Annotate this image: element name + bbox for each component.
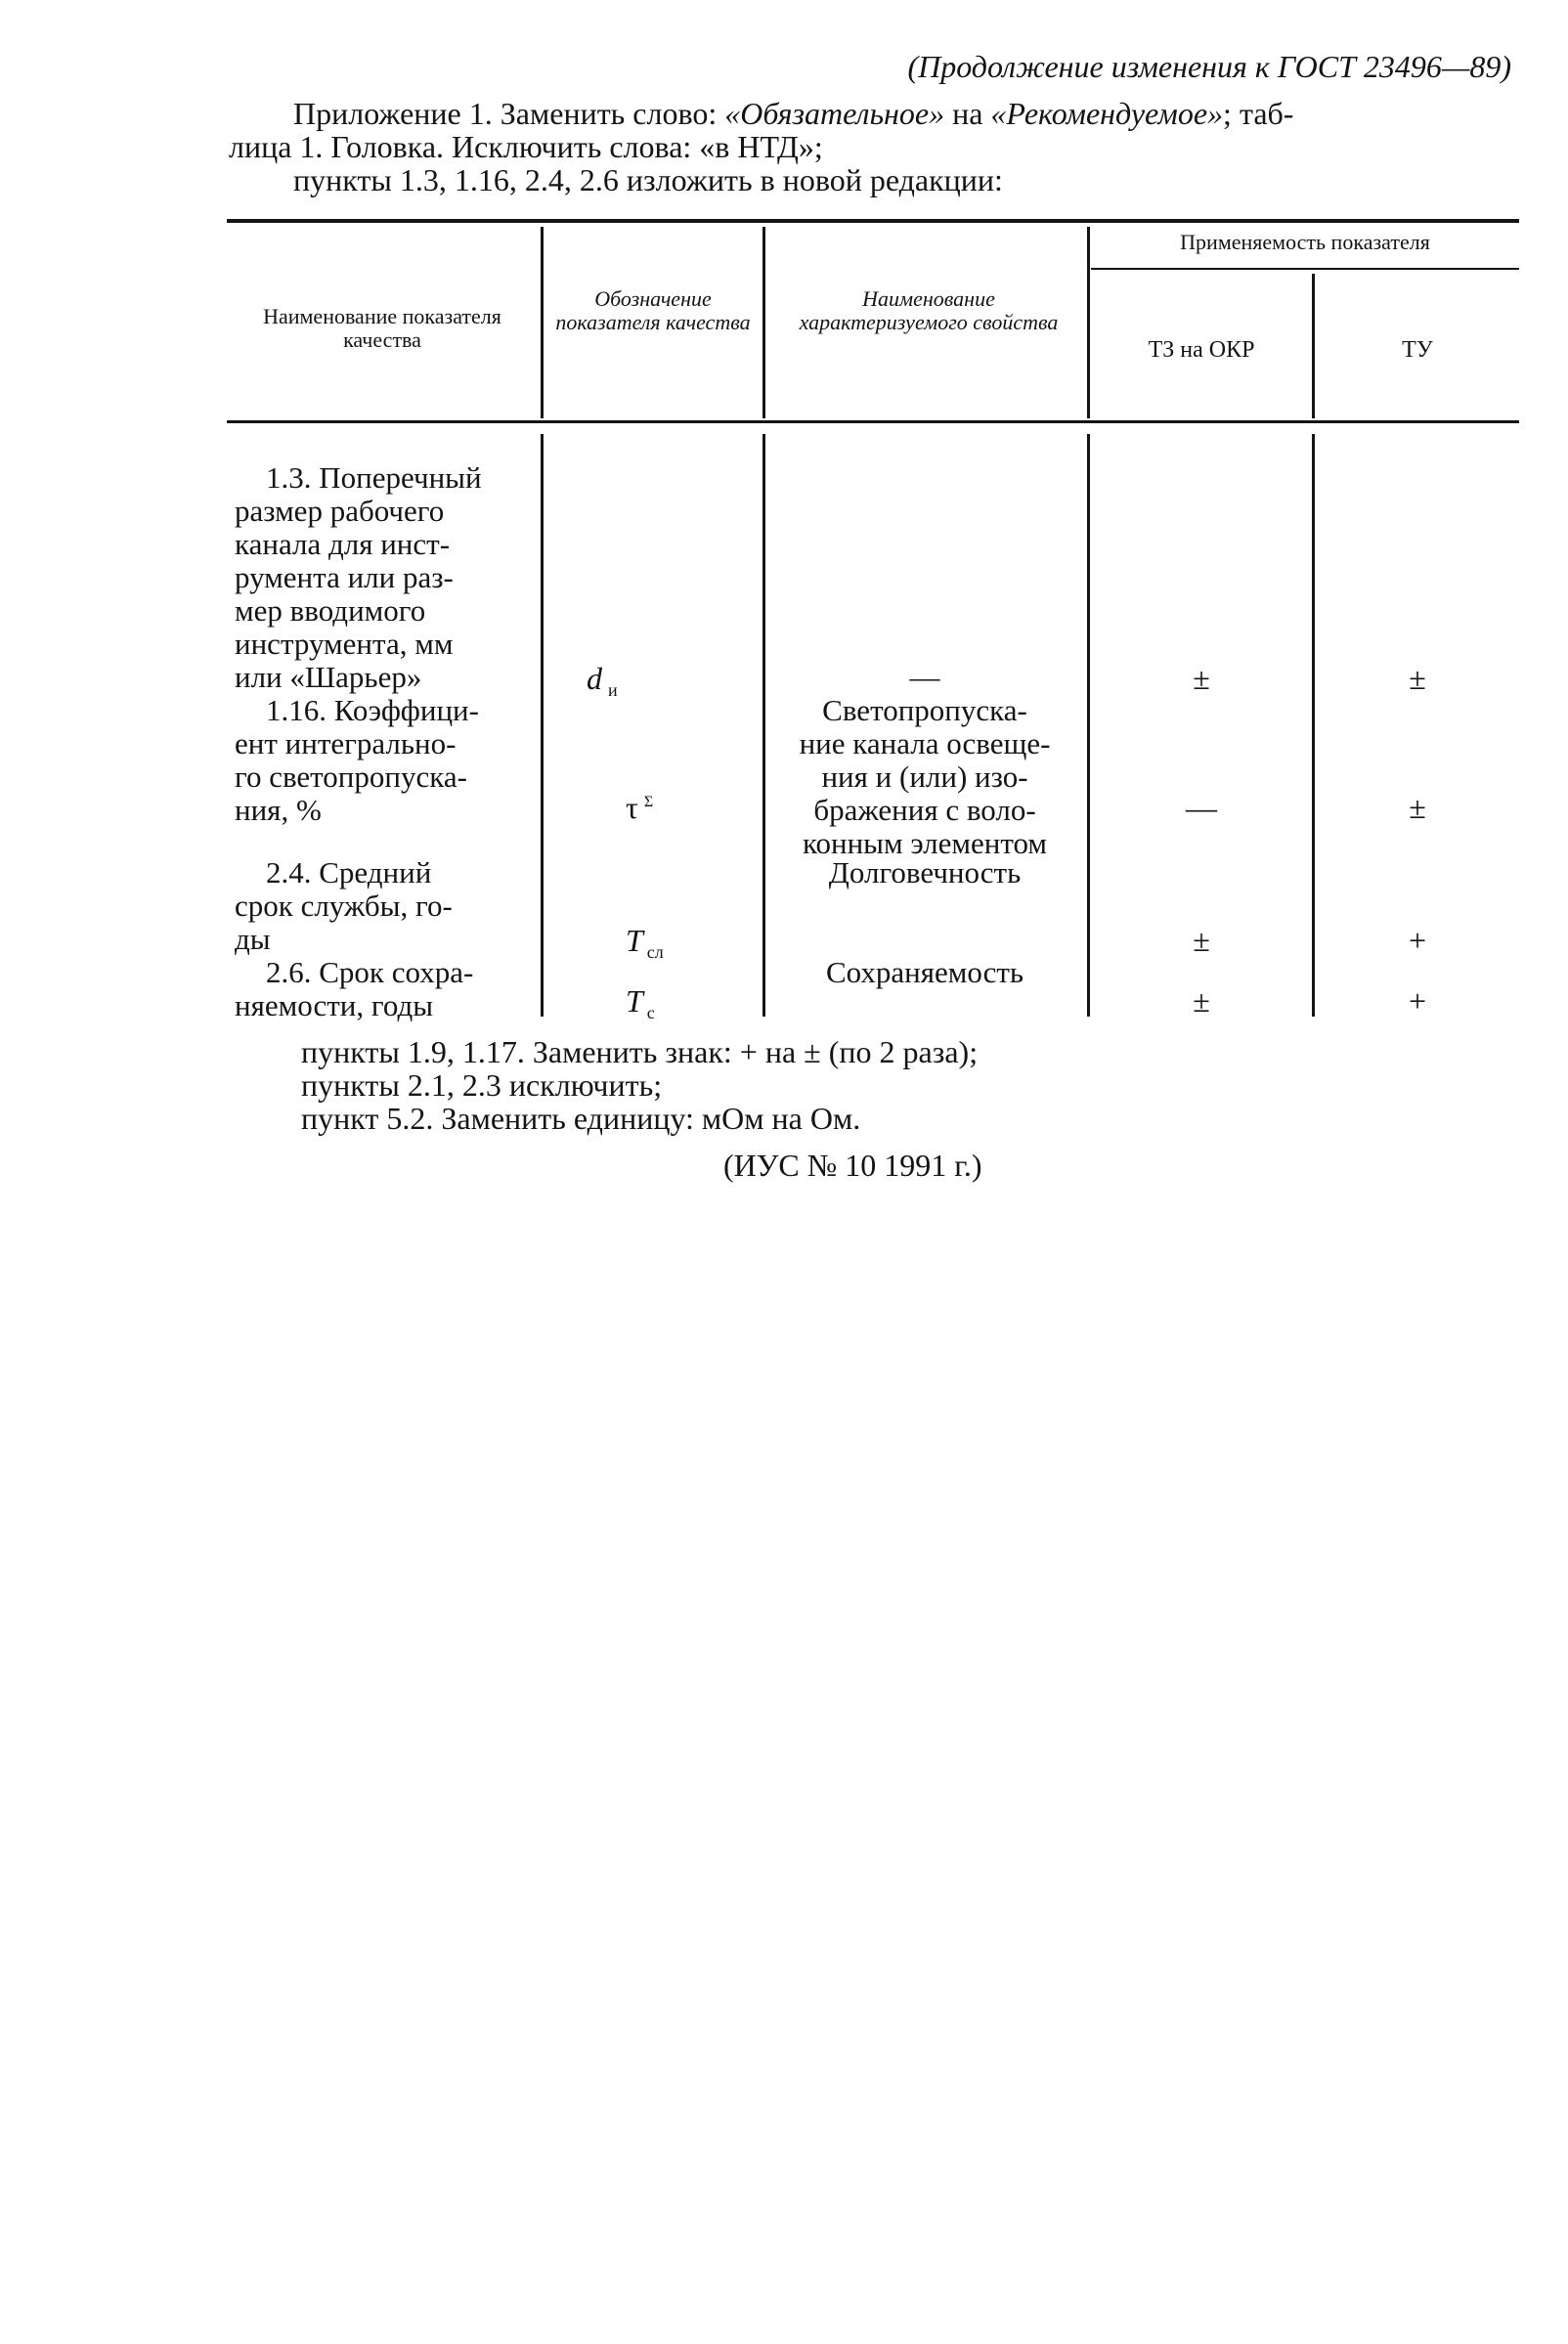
row-2-4-designation: T $_{сл}$ <box>626 923 664 963</box>
intro-text-e: ; таб- <box>1223 96 1294 131</box>
intro-text-c: на <box>944 96 991 131</box>
row-2-4-tz: ± <box>1193 923 1210 958</box>
col-divider-4 <box>1312 434 1315 1017</box>
header-tu: ТУ <box>1402 337 1433 363</box>
intro-text-a: Приложение 1. Заменить слово: <box>293 96 725 131</box>
row-2-4-property: Долговечность <box>828 855 1022 890</box>
col-divider-2 <box>762 434 765 1017</box>
row-2-6-designation: T $_с$ <box>626 983 655 1023</box>
row-1-3-tz: ± <box>1193 661 1210 696</box>
footer-line-2: пункты 2.1, 2.3 исключить; <box>301 1067 663 1103</box>
table-header-rule <box>227 420 1519 423</box>
row-2-4-name: 2.4. Средний срок службы, го- ды <box>235 855 453 956</box>
footer-source: (ИУС № 10 1991 г.) <box>723 1148 982 1183</box>
header-designation: Обозначение показателя качества <box>555 286 751 334</box>
col-divider-1 <box>541 434 544 1017</box>
intro-word-recommended: «Рекомендуемое» <box>990 96 1224 131</box>
col-divider-2-head <box>762 227 765 418</box>
col-divider-3-head <box>1087 227 1090 418</box>
table-top-rule <box>227 219 1519 223</box>
footer-line-3: пункт 5.2. Заменить единицу: мОм на Ом. <box>301 1101 861 1136</box>
row-1-16-tz: — <box>1186 790 1217 825</box>
intro-line-1 <box>293 96 1293 132</box>
row-2-6-property: Сохраняемость <box>825 955 1024 989</box>
row-2-6-tz: ± <box>1193 983 1210 1019</box>
intro-word-obligatory: «Обязательное» <box>724 96 945 131</box>
col-divider-3 <box>1087 434 1090 1017</box>
document-header: (Продолжение изменения к ГОСТ 23496—89) <box>907 49 1511 84</box>
applicability-divider <box>1091 268 1519 270</box>
col-divider-1-head <box>541 227 544 418</box>
row-2-6-name: 2.6. Срок сохра- няемости, годы <box>235 955 474 1022</box>
header-property: Наименование характеризуемого свойства <box>799 286 1059 334</box>
intro-line-2: лица 1. Головка. Исключить слова: «в НТД»; <box>229 129 823 164</box>
row-1-3-tu: ± <box>1409 661 1426 696</box>
row-1-16-name: 1.16. Коэффици- ент интегрально- го светопропуска- ния, % <box>235 693 479 827</box>
row-1-3-designation: d $_и$ <box>587 661 618 701</box>
row-1-16-property: Светопропуска- ние канала освеще- ния и (или) изо- бражения с воло- конным элементом <box>799 693 1051 860</box>
row-1-3-name: 1.3. Поперечный размер рабочего канала для инст- румента или раз- мер вводимого инструмента, мм или «Шарьер» <box>235 460 482 694</box>
header-applicability: Применяемость показателя <box>1180 230 1430 254</box>
header-name: Наименование показателя качества <box>263 304 501 352</box>
row-2-4-tu: + <box>1408 923 1427 958</box>
row-1-3-property: — <box>909 660 940 694</box>
row-2-6-tu: + <box>1408 983 1427 1019</box>
footer-line-1: пункты 1.9, 1.17. Заменить знак: + на ± (по 2 раза); <box>301 1034 979 1069</box>
col-divider-4-head <box>1312 274 1315 418</box>
row-1-16-tu: ± <box>1409 790 1426 825</box>
header-tz-okr: ТЗ на ОКР <box>1148 337 1255 363</box>
intro-line-3: пункты 1.3, 1.16, 2.4, 2.6 изложить в новой редакции: <box>293 162 1003 197</box>
row-1-16-designation: τ $^\Sigma$ <box>626 790 654 825</box>
